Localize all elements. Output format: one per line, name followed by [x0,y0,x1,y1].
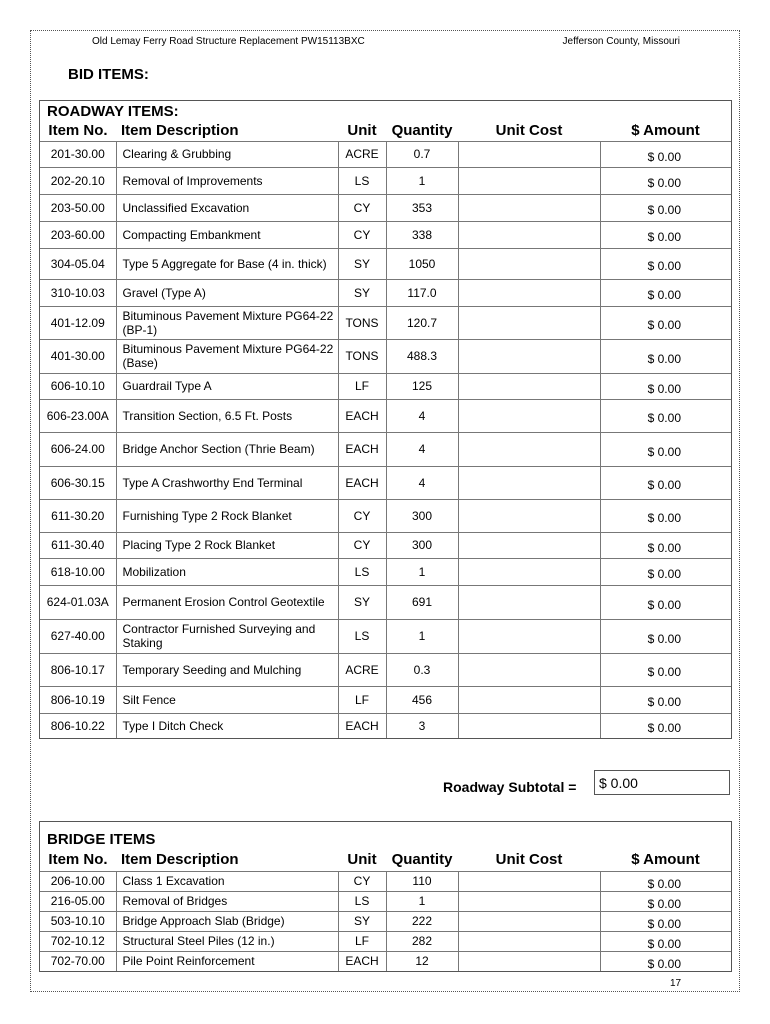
table-row [40,306,731,339]
item-no-cell: 606-10.10 [40,373,116,399]
table-row [40,141,731,167]
col-header-amount: $ Amount [631,122,700,140]
unit-cost-cell[interactable] [458,167,600,194]
quantity-cell: 4 [386,432,458,466]
item-no-cell: 201-30.00 [40,141,116,167]
header-project: Old Lemay Ferry Road Structure Replacement PW15113BXC [92,36,365,47]
page-border-bottom [30,991,740,992]
unit-cell: CY [338,499,386,532]
item-no-cell: 702-70.00 [40,951,116,971]
item-description-cell: Furnishing Type 2 Rock Blanket [116,499,338,532]
bridge-section-title: BRIDGE ITEMS [47,831,156,848]
quantity-cell: 4 [386,399,458,432]
table-row [40,871,731,891]
unit-cost-cell[interactable] [458,891,600,911]
amount-cell: $ 0.00 [600,499,731,532]
unit-cell: TONS [338,306,386,339]
item-description-cell: Clearing & Grubbing [116,141,338,167]
col-header-unit-cost: Unit Cost [495,851,563,869]
quantity-cell: 456 [386,686,458,713]
item-description-cell: Bituminous Pavement Mixture PG64-22 (BP-1) [116,306,338,339]
item-description-cell: Bituminous Pavement Mixture PG64-22 (Base) [116,339,338,373]
item-no-cell: 216-05.00 [40,891,116,911]
item-description-cell: Silt Fence [116,686,338,713]
unit-cell: LS [338,167,386,194]
page-title: BID ITEMS: [68,66,149,83]
amount-cell: $ 0.00 [600,653,731,686]
item-description-cell: Permanent Erosion Control Geotextile [116,585,338,619]
unit-cell: EACH [338,713,386,738]
quantity-cell: 110 [386,871,458,891]
table-row [40,891,731,911]
unit-cost-cell[interactable] [458,432,600,466]
roadway-table [40,121,731,738]
amount-cell: $ 0.00 [600,141,731,167]
table-row [40,619,731,653]
item-description-cell: Type 5 Aggregate for Base (4 in. thick) [116,248,338,279]
item-description-cell: Temporary Seeding and Mulching [116,653,338,686]
quantity-cell: 300 [386,499,458,532]
amount-cell: $ 0.00 [600,686,731,713]
table-row [40,585,731,619]
unit-cell: SY [338,911,386,931]
amount-cell: $ 0.00 [600,585,731,619]
unit-cell: EACH [338,432,386,466]
table-row [40,339,731,373]
item-no-cell: 606-30.15 [40,466,116,499]
unit-cost-cell[interactable] [458,499,600,532]
item-no-cell: 618-10.00 [40,558,116,585]
item-description-cell: Bridge Approach Slab (Bridge) [116,911,338,931]
amount-cell: $ 0.00 [600,248,731,279]
item-no-cell: 806-10.22 [40,713,116,738]
unit-cost-cell[interactable] [458,248,600,279]
unit-cost-cell[interactable] [458,306,600,339]
amount-cell: $ 0.00 [600,399,731,432]
amount-cell: $ 0.00 [600,951,731,971]
quantity-cell: 4 [386,466,458,499]
table-row [40,532,731,558]
col-header-unit-cost: Unit Cost [495,122,563,140]
item-description-cell: Class 1 Excavation [116,871,338,891]
quantity-cell: 117.0 [386,279,458,306]
unit-cell: CY [338,194,386,221]
table-row [40,373,731,399]
page-border-top [30,30,740,31]
amount-cell: $ 0.00 [600,532,731,558]
amount-cell: $ 0.00 [600,432,731,466]
col-header-unit: Unit [347,122,377,140]
table-row [40,221,731,248]
unit-cost-cell[interactable] [458,931,600,951]
item-no-cell: 624-01.03A [40,585,116,619]
quantity-cell: 691 [386,585,458,619]
item-no-cell: 606-23.00A [40,399,116,432]
bridge-header-row [40,849,731,871]
unit-cell: EACH [338,951,386,971]
quantity-cell: 120.7 [386,306,458,339]
amount-cell: $ 0.00 [600,871,731,891]
amount-cell: $ 0.00 [600,373,731,399]
unit-cell: LF [338,931,386,951]
item-description-cell: Type I Ditch Check [116,713,338,738]
col-header-item-no: Item No. [48,851,108,869]
amount-cell: $ 0.00 [600,339,731,373]
item-description-cell: Pile Point Reinforcement [116,951,338,971]
col-header-quantity: Quantity [391,122,453,140]
unit-cost-cell[interactable] [458,221,600,248]
unit-cost-cell[interactable] [458,532,600,558]
table-row [40,653,731,686]
table-row [40,686,731,713]
quantity-cell: 3 [386,713,458,738]
unit-cell: CY [338,871,386,891]
unit-cost-cell[interactable] [458,373,600,399]
header-county: Jefferson County, Missouri [562,36,680,47]
table-row [40,248,731,279]
unit-cost-cell[interactable] [458,951,600,971]
amount-cell: $ 0.00 [600,221,731,248]
item-description-cell: Transition Section, 6.5 Ft. Posts [116,399,338,432]
amount-cell: $ 0.00 [600,167,731,194]
page-border-right [739,30,740,992]
table-row [40,951,731,971]
col-header-unit: Unit [347,851,377,869]
unit-cell: LF [338,686,386,713]
col-header-item-description: Item Description [121,851,239,869]
roadway-section-title: ROADWAY ITEMS: [47,103,179,120]
unit-cost-cell[interactable] [458,686,600,713]
roadway-subtotal-field[interactable]: $ 0.00 [594,770,730,795]
item-no-cell: 401-12.09 [40,306,116,339]
amount-cell: $ 0.00 [600,619,731,653]
item-no-cell: 203-50.00 [40,194,116,221]
unit-cell: SY [338,585,386,619]
page-number: 17 [670,978,682,989]
item-description-cell: Gravel (Type A) [116,279,338,306]
unit-cost-cell[interactable] [458,585,600,619]
item-description-cell: Unclassified Excavation [116,194,338,221]
unit-cell: TONS [338,339,386,373]
unit-cell: ACRE [338,141,386,167]
item-no-cell: 203-60.00 [40,221,116,248]
amount-cell: $ 0.00 [600,558,731,585]
quantity-cell: 125 [386,373,458,399]
item-no-cell: 611-30.20 [40,499,116,532]
quantity-cell: 1050 [386,248,458,279]
unit-cost-cell[interactable] [458,619,600,653]
unit-cell: LS [338,891,386,911]
amount-cell: $ 0.00 [600,306,731,339]
unit-cell: SY [338,279,386,306]
amount-cell: $ 0.00 [600,891,731,911]
amount-cell: $ 0.00 [600,466,731,499]
quantity-cell: 488.3 [386,339,458,373]
unit-cost-cell[interactable] [458,279,600,306]
unit-cell: ACRE [338,653,386,686]
amount-cell: $ 0.00 [600,911,731,931]
unit-cell: EACH [338,399,386,432]
item-no-cell: 503-10.10 [40,911,116,931]
col-header-item-no: Item No. [48,122,108,140]
unit-cell: CY [338,221,386,248]
table-row [40,194,731,221]
item-description-cell: Compacting Embankment [116,221,338,248]
item-description-cell: Contractor Furnished Surveying and Staking [116,619,338,653]
page-border-left [30,30,31,992]
col-header-amount: $ Amount [631,851,700,869]
unit-cell: LS [338,619,386,653]
item-no-cell: 627-40.00 [40,619,116,653]
item-no-cell: 310-10.03 [40,279,116,306]
unit-cost-cell[interactable] [458,653,600,686]
unit-cell: LF [338,373,386,399]
quantity-cell: 1 [386,619,458,653]
item-no-cell: 806-10.19 [40,686,116,713]
item-description-cell: Structural Steel Piles (12 in.) [116,931,338,951]
item-description-cell: Mobilization [116,558,338,585]
item-description-cell: Bridge Anchor Section (Thrie Beam) [116,432,338,466]
amount-cell: $ 0.00 [600,931,731,951]
quantity-cell: 300 [386,532,458,558]
table-row [40,279,731,306]
quantity-cell: 1 [386,891,458,911]
unit-cell: SY [338,248,386,279]
col-header-quantity: Quantity [391,851,453,869]
unit-cost-cell[interactable] [458,466,600,499]
roadway-items-section [39,100,732,739]
item-no-cell: 611-30.40 [40,532,116,558]
table-row [40,432,731,466]
item-no-cell: 806-10.17 [40,653,116,686]
item-no-cell: 401-30.00 [40,339,116,373]
unit-cell: EACH [338,466,386,499]
item-description-cell: Placing Type 2 Rock Blanket [116,532,338,558]
item-description-cell: Removal of Improvements [116,167,338,194]
unit-cost-cell[interactable] [458,339,600,373]
unit-cost-cell[interactable] [458,911,600,931]
bridge-table [40,849,731,971]
amount-cell: $ 0.00 [600,194,731,221]
item-no-cell: 606-24.00 [40,432,116,466]
table-row [40,713,731,738]
quantity-cell: 353 [386,194,458,221]
table-row [40,466,731,499]
item-no-cell: 304-05.04 [40,248,116,279]
item-description-cell: Type A Crashworthy End Terminal [116,466,338,499]
item-description-cell: Guardrail Type A [116,373,338,399]
table-row [40,499,731,532]
unit-cost-cell[interactable] [458,558,600,585]
unit-cell: LS [338,558,386,585]
unit-cost-cell[interactable] [458,141,600,167]
quantity-cell: 0.3 [386,653,458,686]
unit-cost-cell[interactable] [458,194,600,221]
quantity-cell: 0.7 [386,141,458,167]
quantity-cell: 1 [386,558,458,585]
unit-cell: CY [338,532,386,558]
table-row [40,931,731,951]
unit-cost-cell[interactable] [458,713,600,738]
quantity-cell: 338 [386,221,458,248]
amount-cell: $ 0.00 [600,713,731,738]
bridge-items-section [39,821,732,972]
item-no-cell: 206-10.00 [40,871,116,891]
table-row [40,399,731,432]
table-row [40,558,731,585]
quantity-cell: 282 [386,931,458,951]
table-row [40,167,731,194]
col-header-item-description: Item Description [121,122,239,140]
item-no-cell: 202-20.10 [40,167,116,194]
roadway-header-row [40,121,731,141]
amount-cell: $ 0.00 [600,279,731,306]
quantity-cell: 1 [386,167,458,194]
table-row [40,911,731,931]
unit-cost-cell[interactable] [458,399,600,432]
roadway-subtotal-label: Roadway Subtotal = [443,779,577,795]
item-description-cell: Removal of Bridges [116,891,338,911]
quantity-cell: 12 [386,951,458,971]
unit-cost-cell[interactable] [458,871,600,891]
item-no-cell: 702-10.12 [40,931,116,951]
quantity-cell: 222 [386,911,458,931]
